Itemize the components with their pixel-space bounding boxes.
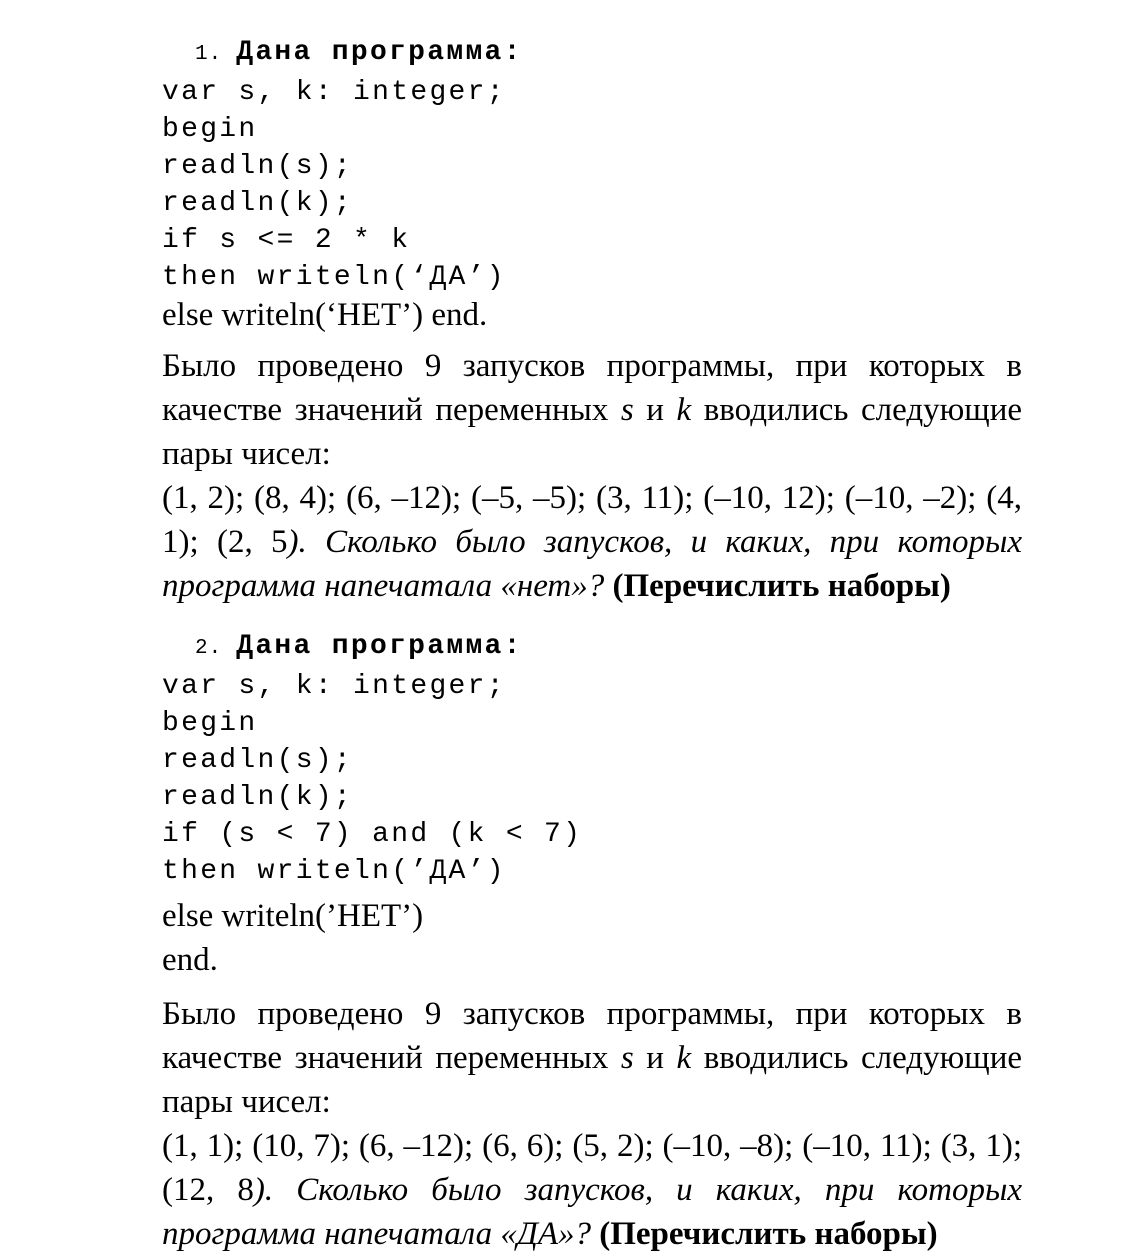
bold-segment: (Перечислить наборы) bbox=[599, 1216, 938, 1252]
problem-2-heading bbox=[162, 628, 1125, 668]
text-line bbox=[162, 564, 1022, 608]
text-segment: пары чисел: bbox=[162, 436, 331, 472]
code-line: readln(s); bbox=[162, 151, 354, 182]
problem-1-heading bbox=[162, 34, 1125, 74]
text-segment: 1); (2, 5 bbox=[162, 524, 288, 560]
text-segment: пары чисел: bbox=[162, 1084, 331, 1120]
problem-2-runs-paragraph bbox=[162, 1124, 1125, 1256]
italic-segment: k bbox=[676, 392, 692, 428]
text-segment: и bbox=[633, 1040, 677, 1076]
text-segment: и bbox=[633, 392, 677, 428]
problem-2-code bbox=[162, 668, 1125, 890]
problem-1-title: Дана программа: bbox=[236, 37, 523, 68]
italic-segment: программа напечатала «ДА»? bbox=[162, 1216, 600, 1252]
problem-1-runs-paragraph bbox=[162, 476, 1125, 608]
code-line: readln(k); bbox=[162, 782, 354, 813]
problem-2 bbox=[162, 628, 1125, 1256]
text-line bbox=[162, 938, 1022, 982]
text-segment: (12, 8 bbox=[162, 1172, 254, 1208]
text-line bbox=[162, 992, 1022, 1036]
bold-segment: (Перечислить наборы) bbox=[612, 568, 951, 604]
problem-2-intro-paragraph bbox=[162, 992, 1022, 1124]
text-line bbox=[162, 894, 1022, 938]
code-line: var s, k: integer; bbox=[162, 671, 506, 702]
text-segment: else writeln(’НЕТ’) bbox=[162, 898, 424, 934]
text-segment: (1, 1); (10, 7); (6, –12); (6, 6); (5, 2); (–10, –8); (–10, 11); (3, 1); bbox=[162, 1128, 1022, 1164]
text-segment: качестве значений переменных bbox=[162, 1040, 621, 1076]
text-line bbox=[162, 1168, 1022, 1212]
code-line: then writeln(‘ДА’) bbox=[162, 262, 506, 293]
code-line: readln(s); bbox=[162, 745, 354, 776]
problem-2-number: 2. bbox=[195, 637, 223, 660]
text-segment: (1, 2); (8, 4); (6, –12); (–5, –5); (3, 11); (–10, 12); (–10, –2); (4, bbox=[162, 480, 1022, 516]
text-line bbox=[162, 1036, 1022, 1080]
problem-1 bbox=[162, 34, 1125, 608]
code-line: readln(k); bbox=[162, 188, 354, 219]
text-line bbox=[162, 1124, 1022, 1168]
text-line bbox=[162, 520, 1022, 564]
italic-segment: ). Сколько было запусков, и каких, при которых bbox=[287, 524, 1022, 560]
text-segment: Было проведено 9 запусков программы, при которых в bbox=[162, 348, 1022, 384]
text-segment: Было проведено 9 запусков программы, при которых в bbox=[162, 996, 1022, 1032]
text-segment: вводились следующие bbox=[691, 392, 1022, 428]
italic-segment: программа напечатала «нет»? bbox=[162, 568, 613, 604]
problem-1-intro-paragraph bbox=[162, 344, 1022, 476]
text-line bbox=[162, 432, 1022, 476]
code-line: then writeln(’ДА’) bbox=[162, 856, 506, 887]
italic-segment: s bbox=[620, 392, 634, 428]
text-segment: вводились следующие bbox=[691, 1040, 1022, 1076]
text-segment: end. bbox=[162, 942, 218, 978]
italic-segment: s bbox=[620, 1040, 634, 1076]
text-segment: качестве значений переменных bbox=[162, 392, 621, 428]
problem-1-code bbox=[162, 74, 1125, 296]
problem-2-code-tail bbox=[162, 894, 1125, 982]
code-line: begin bbox=[162, 708, 258, 739]
text-line bbox=[162, 476, 1022, 520]
text-line bbox=[162, 1212, 1022, 1256]
text-line bbox=[162, 388, 1022, 432]
code-line: if (s < 7) and (k < 7) bbox=[162, 819, 583, 850]
problem-1-code-tail: else writeln(‘НЕТ’) end. bbox=[162, 297, 488, 333]
problem-2-title: Дана программа: bbox=[236, 631, 523, 662]
code-line: if s <= 2 * k bbox=[162, 225, 411, 256]
code-line: var s, k: integer; bbox=[162, 77, 506, 108]
problem-1-number: 1. bbox=[195, 43, 223, 66]
italic-segment: ). Сколько было запусков, и каких, при которых bbox=[253, 1172, 1022, 1208]
code-line: begin bbox=[162, 114, 258, 145]
italic-segment: k bbox=[676, 1040, 692, 1076]
text-line bbox=[162, 344, 1022, 388]
text-line bbox=[162, 1080, 1022, 1124]
